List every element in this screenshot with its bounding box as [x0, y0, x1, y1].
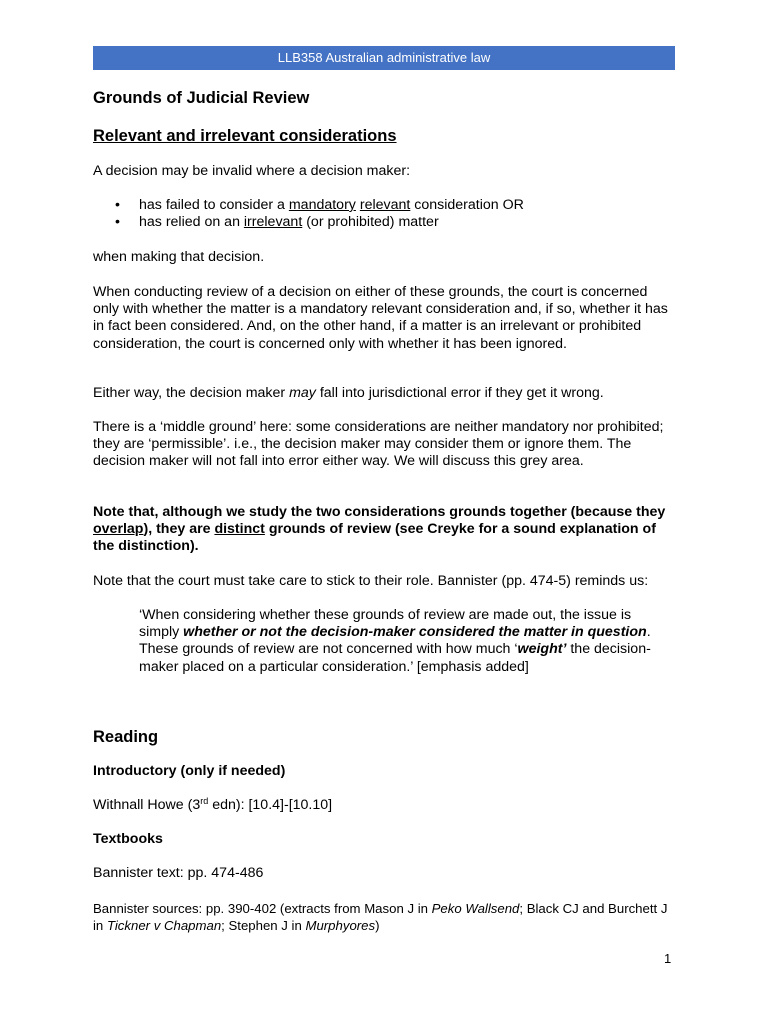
list-item: • has relied on an irrelevant (or prohibited) matter: [93, 214, 675, 231]
bannister-text-reference: Bannister text: pp. 474-486: [93, 865, 264, 881]
textbooks-label: Textbooks: [93, 831, 163, 847]
introductory-label: Introductory (only if needed): [93, 763, 286, 779]
review-paragraph: When conducting review of a decision on either of these grounds, the court is concerned only with whether the matter is a mandatory relevant consideration and, if so, whether it has in fact been considered. And, on the other hand, if a matter is an irrelevant or prohibited consideration, the court is concerned only with whether it has been ignored.: [93, 284, 668, 352]
list-item: • has failed to consider a mandatory relevant consideration OR: [93, 197, 675, 214]
intro-paragraph: A decision may be invalid where a decision maker:: [93, 163, 411, 179]
page-number: 1: [664, 951, 672, 966]
page-title: Grounds of Judicial Review: [93, 89, 310, 107]
bullet-list: [93, 197, 675, 231]
bannister-sources-reference: Bannister sources: pp. 390-402 (extracts from Mason J in Peko Wallsend; Black CJ and Burchett J in Tickner v Chapman; Stephen J in Murphyores): [93, 901, 668, 933]
either-way-paragraph: Either way, the decision maker may fall into jurisdictional error if they get it wrong.: [93, 385, 604, 401]
document-header-bar: [93, 46, 675, 70]
reading-heading: Reading: [93, 728, 159, 746]
block-quote: ‘When considering whether these grounds of review are made out, the issue is simply whether or not the decision-maker considered the matter in question. These grounds of review are not concerned with how much ‘weight’ the decision-maker placed on a particular consideration.’ [emphasis added]: [139, 607, 651, 675]
middle-ground-paragraph: There is a ‘middle ground’ here: some considerations are neither mandatory nor prohibited; they are ‘permissible’. i.e., the decision maker may consider them or ignore them. The decision maker will not fall into error either way. We will discuss this grey area.: [93, 419, 664, 470]
section-heading: Relevant and irrelevant considerations: [93, 127, 397, 145]
court-role-paragraph: Note that the court must take care to stick to their role. Bannister (pp. 474-5) reminds us:: [93, 573, 649, 589]
withnall-reference: Withnall Howe (3rd edn): [10.4]-[10.10]: [93, 796, 333, 813]
after-bullets-text: when making that decision.: [93, 249, 265, 265]
note-bold-paragraph: Note that, although we study the two considerations grounds together (because they overlap), they are distinct grounds of review (see Creyke for a sound explanation of the distinction).: [93, 504, 666, 555]
header-title: LLB358 Australian administrative law: [277, 50, 491, 65]
